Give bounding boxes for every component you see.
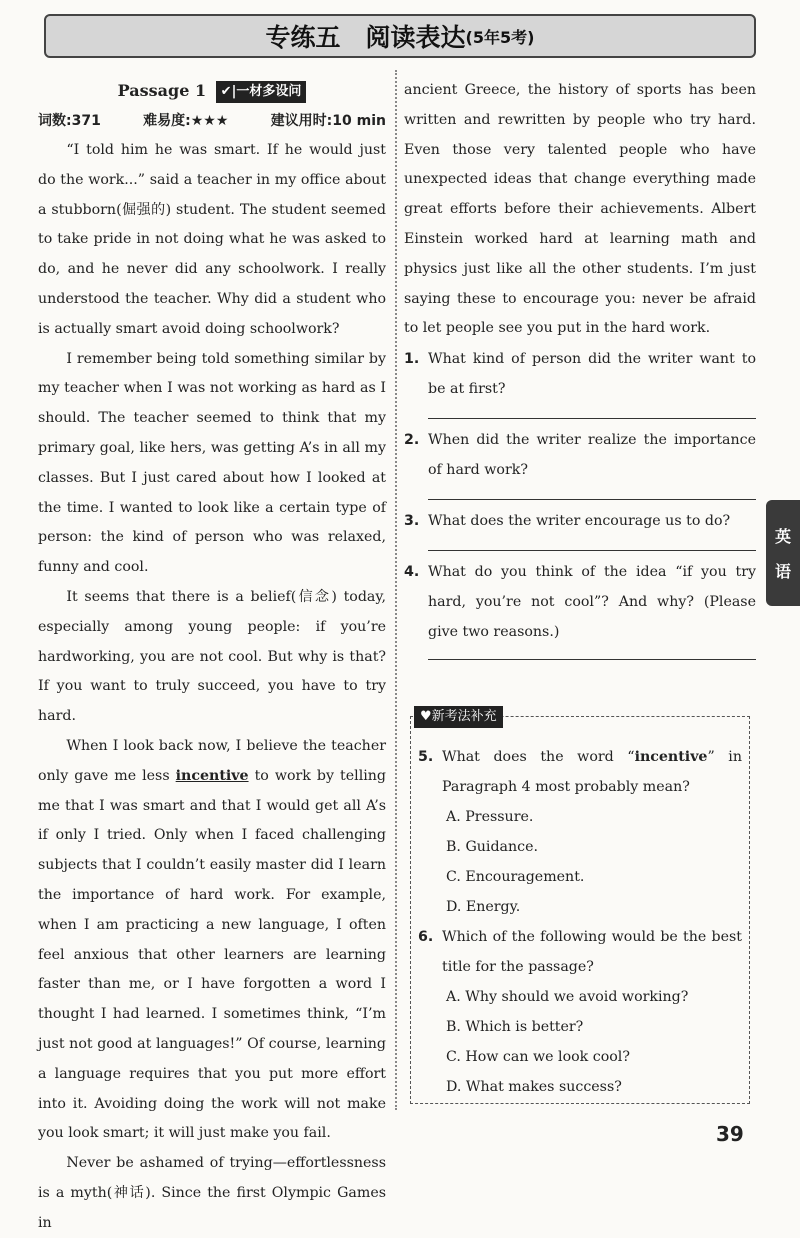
keyword-incentive: incentive (175, 767, 249, 784)
q6-option-d[interactable]: D. What makes success? (446, 1079, 622, 1095)
section-subtitle: (5年5考) (465, 27, 535, 47)
side-tab-char-1: 英 (774, 527, 791, 546)
supplement-tag: ♥新考法补充 (414, 706, 503, 728)
answer-line-2[interactable] (428, 485, 756, 500)
q5-text-end: ” in Paragraph 4 most probably mean? (442, 749, 742, 795)
paragraph-3: It seems that there is a belief(信念) today, especially among young people: if you’re hardworking, you are not cool. But why is that? If you want to truly succeed, you have to try hard. (38, 588, 386, 725)
question-text: When did the writer realize the importance of hard work? (428, 432, 756, 479)
answer-line-3[interactable] (428, 536, 756, 551)
q5-option-b[interactable]: B. Guidance. (446, 839, 538, 855)
passage-title: Passage 1 (117, 81, 207, 100)
question-text: Which of the following would be the best title for the passage? (442, 929, 742, 975)
difficulty: 难易度:★★★ (143, 113, 229, 129)
word-count: 词数:371 (38, 113, 101, 129)
q5-option-c[interactable]: C. Encouragement. (446, 869, 585, 885)
question-2 (404, 425, 756, 485)
paragraph-5-start: Never be ashamed of trying—effortlessness is a myth(神话). Since the first Olympic Games in (38, 1155, 386, 1231)
section-title: 专练五 阅读表达 (265, 23, 466, 52)
question-3 (404, 506, 756, 536)
paragraph-5-continued: ancient Greece, the history of sports has been written and rewritten by people who try hard. Even those very talented people who have unexpected ideas that change everything made great efforts before their achievements. Albert Einstein worked hard at learning math and physics just like all the other students. I’m just saying these to encourage you: never be afraid to let people see you put in the hard work. (404, 82, 756, 337)
paragraph-1: “I told him he was smart. If he would just do the work...” said a teacher in my office about a stubborn(倔强的) student. The student seemed to take pride in not doing what he was asked to do, and he never did any schoolwork. I really understood the teacher. Why did a student who is actually smart avoid doing schoolwork? (38, 142, 386, 337)
supplement-content (418, 742, 742, 1102)
paragraph-2: I remember being told something similar by my teacher when I was not working as hard as I should. The teacher seemed to think that my primary goal, like hers, was getting A’s in all my classes. But I just cared about how I looked at the time. I wanted to look like a certain type of person: the kind of person who was relaxed, funny and cool. (38, 350, 386, 576)
passage-badge: ✔|一材多设问 (216, 81, 307, 103)
left-column (38, 76, 386, 1238)
answer-line-1[interactable] (428, 404, 756, 419)
section-banner (44, 14, 756, 58)
passage-title-row (38, 76, 386, 106)
question-text: What kind of person did the writer want to be at first? (428, 351, 756, 398)
answer-line-4[interactable] (428, 647, 756, 660)
question-number: 4. (404, 564, 420, 581)
paragraph-4-rest: to work by telling me that I was smart and that I would get all A’s if only I tried. Only when I faced challenging subjects that I couldn’t easily master did I learn the importance of hard work. For example, when I am practicing a new language, I often feel anxious that other learners are learning faster than me, or I have forgotten a word I thought I had learned. I sometimes think, “I’m just not good at languages!” Of course, learning a language requires that you put more effort into it. Avoiding doing the work will not make you look smart; it will just make you fail. (38, 767, 386, 1142)
q6-option-c[interactable]: C. How can we look cool? (446, 1049, 630, 1065)
question-1 (404, 344, 756, 404)
question-number: 6. (418, 929, 434, 945)
question-number: 1. (404, 351, 420, 368)
right-column (404, 76, 756, 660)
question-number: 5. (418, 749, 434, 765)
paragraph-4-start: When I look back now, I believe the teacher only gave me less (38, 737, 386, 784)
question-5 (418, 742, 742, 802)
q6-option-b[interactable]: B. Which is better? (446, 1019, 584, 1035)
q5-keyword: incentive (634, 749, 708, 765)
question-text: What does the writer encourage us to do? (428, 513, 731, 530)
question-text: What do you think of the idea “if you try hard, you’re not cool”? And why? (Please give two reasons.) (428, 564, 756, 641)
subject-side-tab (766, 500, 800, 606)
paragraph-4 (38, 732, 386, 1149)
column-divider (395, 70, 397, 1110)
q5-option-d[interactable]: D. Energy. (446, 899, 521, 915)
passage-meta (38, 106, 386, 136)
suggested-time: 建议用时:10 min (270, 113, 386, 129)
question-number: 3. (404, 513, 420, 530)
question-6 (418, 922, 742, 982)
question-text (442, 742, 742, 802)
question-number: 2. (404, 432, 420, 449)
side-tab-char-2: 语 (774, 562, 791, 581)
q5-option-a[interactable]: A. Pressure. (446, 809, 534, 825)
page-number: 39 (716, 1122, 744, 1146)
question-4 (404, 557, 756, 647)
q5-text-start: What does the word “ (442, 749, 635, 765)
q6-option-a[interactable]: A. Why should we avoid working? (446, 989, 689, 1005)
